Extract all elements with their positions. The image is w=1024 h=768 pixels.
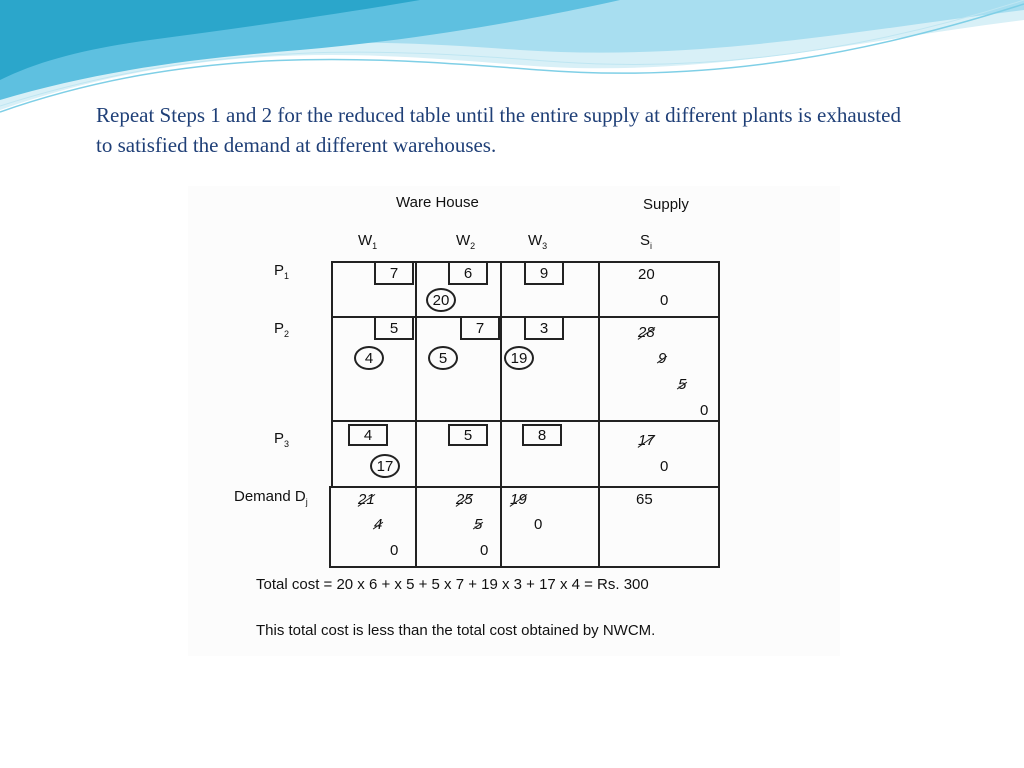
- row-label-p1: $P_1$: [274, 262, 290, 281]
- supply-p2-remaining: 0: [700, 402, 709, 419]
- supply-heading: Supply: [643, 196, 689, 213]
- cost-p1-w1: 7: [374, 263, 414, 285]
- cost-p1-w3: 9: [524, 263, 564, 285]
- total-cost-line: Total cost = 20 x 6 + x 5 + 5 x 7 + 19 x 3 + 17 x 4 = Rs. 300: [256, 576, 649, 593]
- grid-line: [718, 261, 720, 568]
- row-label-p2: $P_2$: [274, 320, 290, 339]
- grid-line: [598, 261, 600, 568]
- grid-line: [331, 261, 333, 486]
- demand-w3-initial-struck: 19: [510, 491, 527, 508]
- allocation-p2-w3: 19: [504, 346, 534, 370]
- allocation-p2-w1: 4: [354, 346, 384, 370]
- supply-p1-initial: 20: [638, 266, 655, 283]
- grid-line: [331, 420, 719, 422]
- demand-w2-initial-struck: 25: [456, 491, 473, 508]
- demand-w1-step-struck: 4: [374, 516, 383, 533]
- column-header-w3: $W_3$: [528, 232, 548, 251]
- column-header-w1: $W_1$: [358, 232, 378, 251]
- cost-p1-w2: 6: [448, 263, 488, 285]
- supply-p2-initial-struck: 28: [638, 324, 655, 341]
- demand-w1-remaining: 0: [390, 542, 399, 559]
- allocation-p2-w2: 5: [428, 346, 458, 370]
- supply-p2-step1-struck: 9: [658, 350, 667, 367]
- supply-p3-initial-struck: 17: [638, 432, 655, 449]
- cost-p2-w1: 5: [374, 318, 414, 340]
- grid-line: [500, 261, 502, 568]
- grid-line: [331, 486, 719, 488]
- supply-p1-remaining: 0: [660, 292, 669, 309]
- demand-w3-remaining: 0: [534, 516, 543, 533]
- allocation-p1-w2: 20: [426, 288, 456, 312]
- column-header-supply: $S_i$: [640, 232, 653, 251]
- warehouse-heading: Ware House: [396, 194, 479, 211]
- cost-p2-w3: 3: [524, 318, 564, 340]
- row-label-demand: Demand $D_j$: [234, 488, 308, 507]
- cost-p2-w2: 7: [460, 318, 500, 340]
- row-label-p3: $P_3$: [274, 430, 290, 449]
- grid-line: [415, 261, 417, 568]
- comparison-note: This total cost is less than the total cost obtained by NWCM.: [256, 622, 656, 639]
- supply-p3-remaining: 0: [660, 458, 669, 475]
- demand-w1-initial-struck: 21: [358, 491, 375, 508]
- demand-w2-step-struck: 5: [474, 516, 483, 533]
- demand-w2-remaining: 0: [480, 542, 489, 559]
- cost-p3-w1: 4: [348, 424, 388, 446]
- supply-p2-step2-struck: 5: [678, 376, 687, 393]
- allocation-p3-w1: 17: [370, 454, 400, 478]
- cost-p3-w3: 8: [522, 424, 562, 446]
- grid-line: [329, 486, 331, 568]
- slide-body-text: Repeat Steps 1 and 2 for the reduced table until the entire supply at different plants is exhausted to satisfied the demand at different warehouses.: [96, 103, 901, 157]
- column-header-w2: $W_2$: [456, 232, 476, 251]
- demand-total: 65: [636, 491, 653, 508]
- grid-line: [329, 566, 719, 568]
- cost-p3-w2: 5: [448, 424, 488, 446]
- transportation-table-figure: [188, 186, 840, 656]
